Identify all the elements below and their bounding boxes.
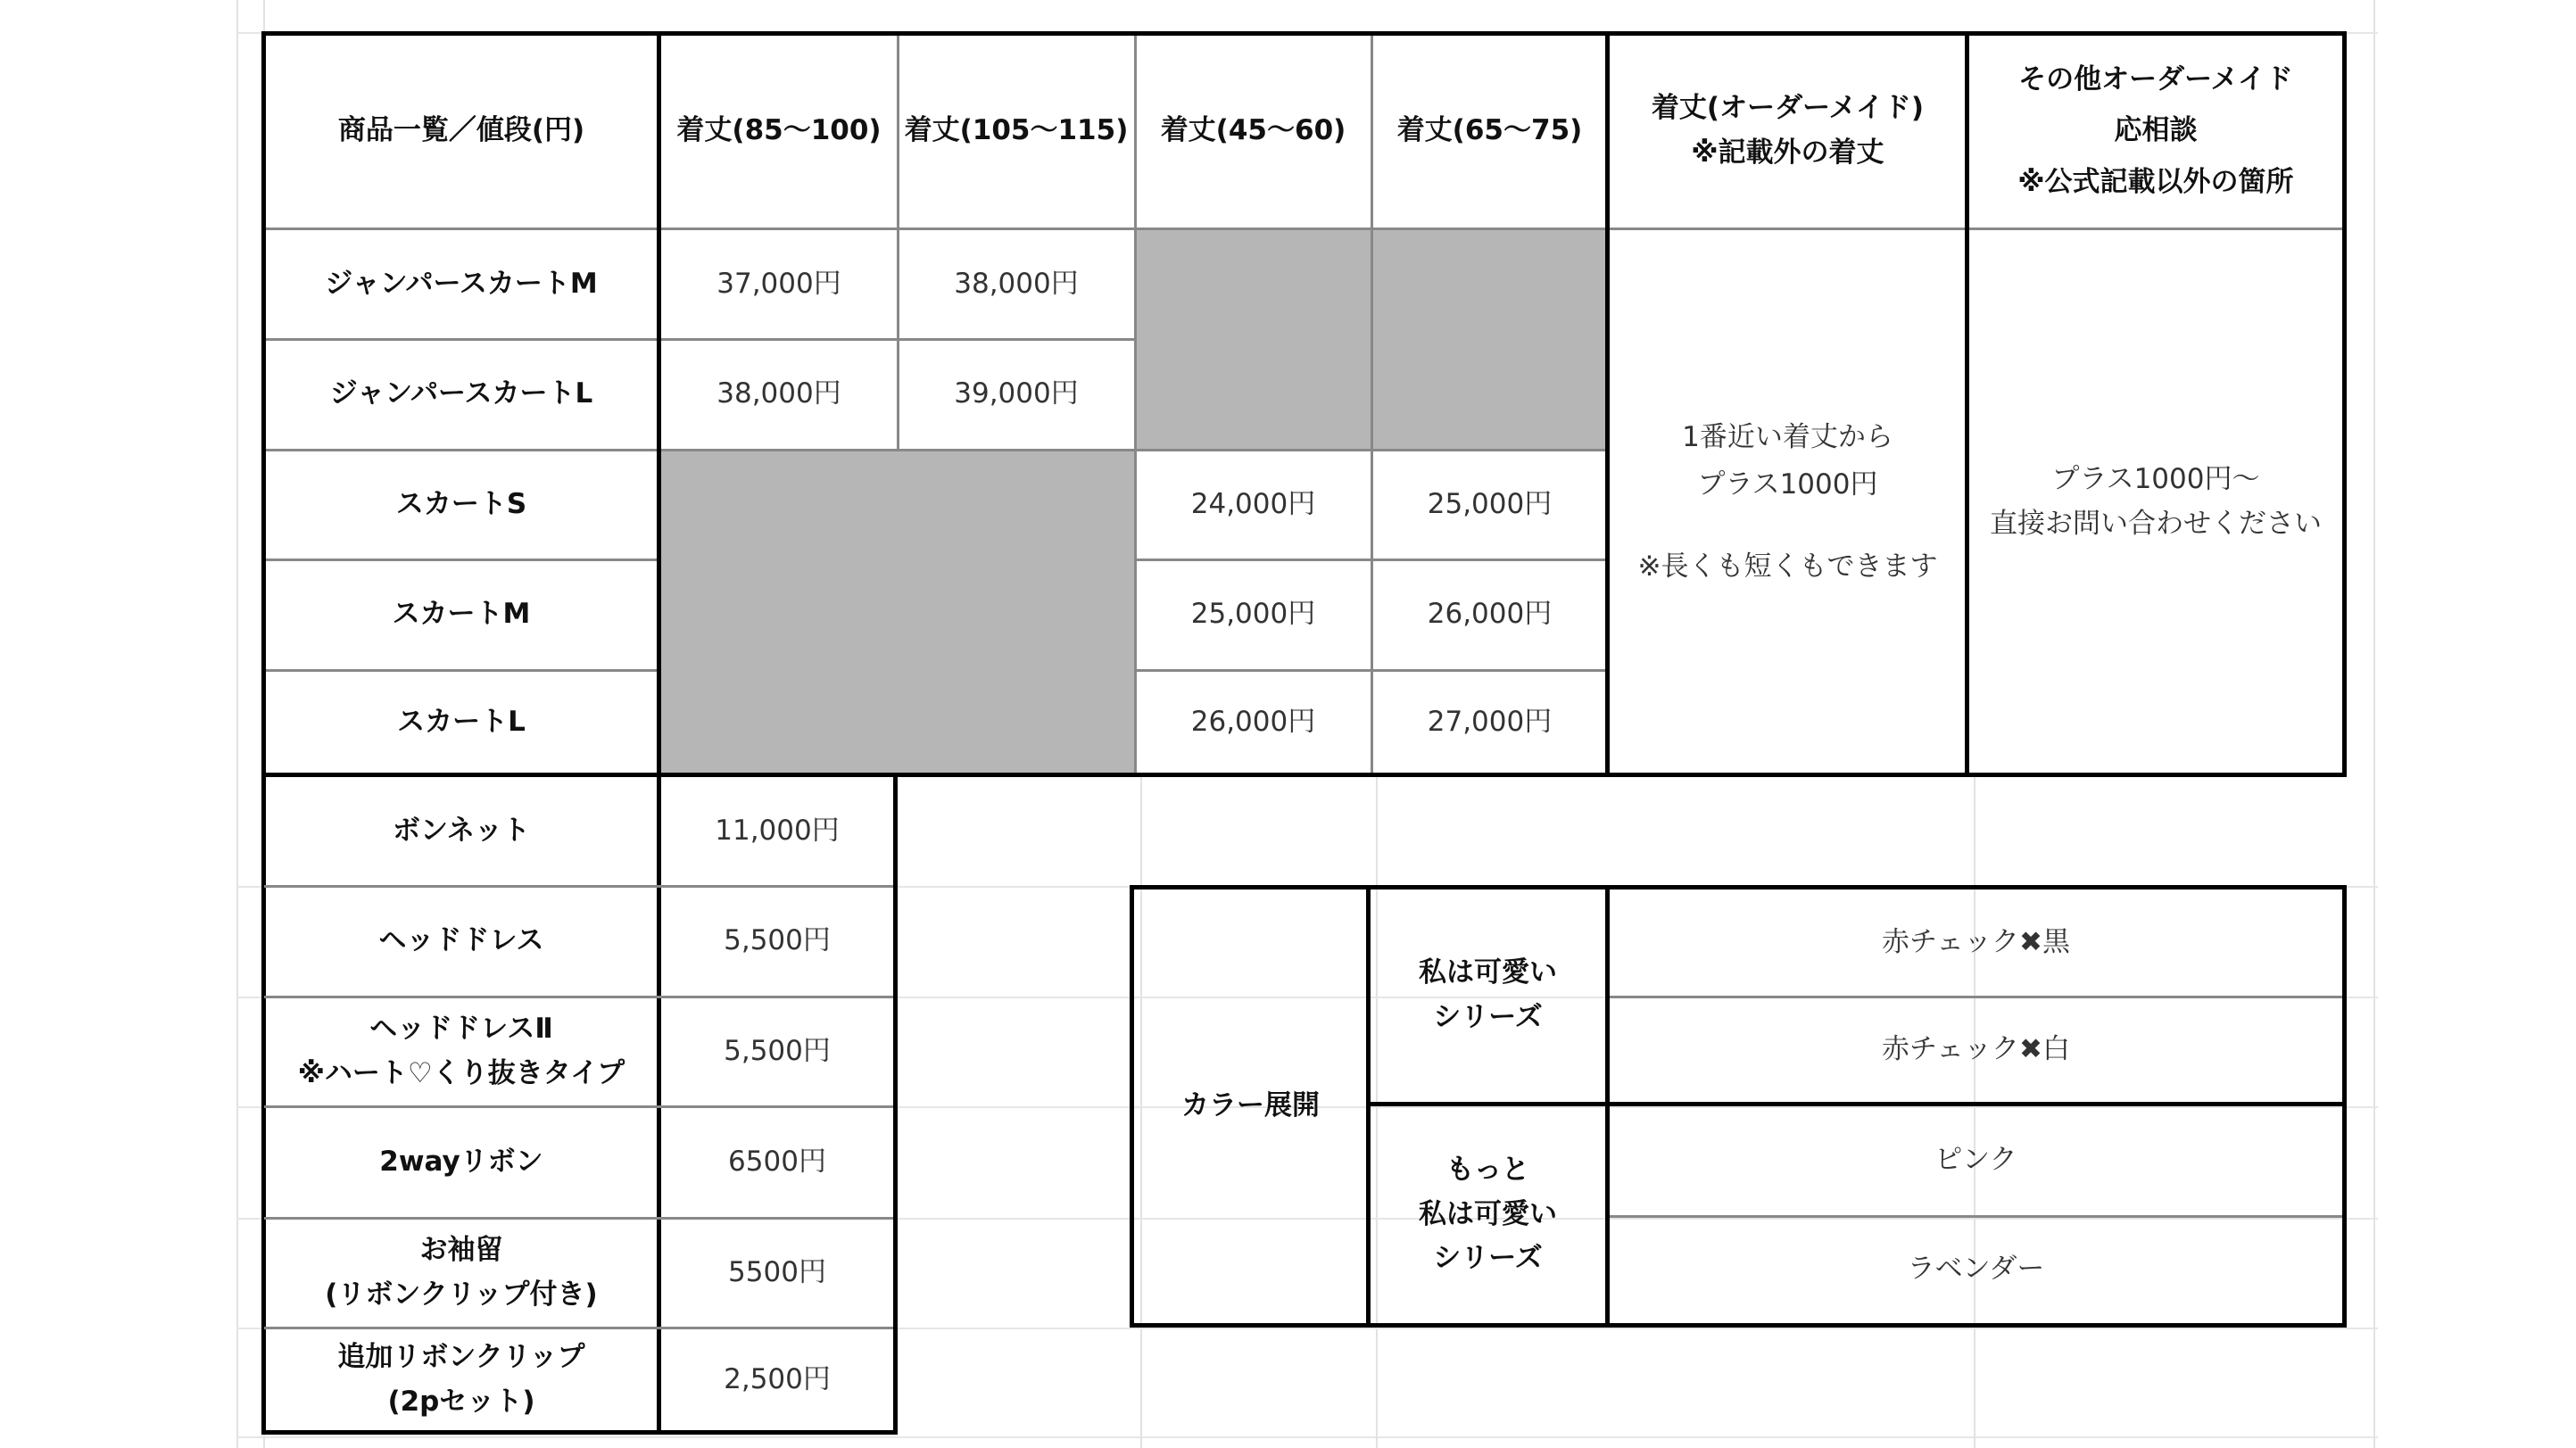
accessory-price: 2,500円 [724,1363,831,1396]
color-item: 赤チェック✖︎黒 [1881,925,2071,958]
header-custom-length-line2: ※記載外の着丈 [1691,137,1884,169]
accessory-name-line: ヘッドドレスⅡ [369,1013,553,1046]
accessory-price: 11,000円 [715,815,840,848]
accessory-price: 5,500円 [724,924,831,957]
accessory-name-line: 追加リボンクリップ [337,1341,585,1374]
color-item: 赤チェック✖︎白 [1881,1032,2071,1065]
color-series-name-line: 私は可愛い [1419,1197,1557,1230]
accessory-name-line: (リボンクリップ付き) [325,1278,598,1311]
accessory-name [264,1219,658,1328]
accessory-name-line: ※ハート♡くり抜きタイプ [297,1057,625,1089]
color-series-name-line: もっと [1446,1154,1529,1187]
custom-length-note-line1: 1番近い着丈から [1682,420,1893,453]
price-cell: 39,000円 [954,377,1079,410]
table-line [264,228,2344,230]
accessory-name-line: ヘッドドレス [378,924,544,957]
table-border [1965,31,1969,777]
other-custom-note-line2: 直接お問い合わせください [1990,508,2322,540]
header-other-custom-line3: ※公式記載以外の箇所 [2017,165,2294,198]
table-border [1366,1102,2347,1106]
product-name: ジャンパースカートL [329,377,593,410]
unavailable-block-skirts [660,450,1135,775]
accessory-name [264,1107,658,1217]
table-line [1134,34,1137,775]
color-label: カラー展開 [1181,1089,1320,1122]
accessory-price: 5,500円 [724,1035,831,1068]
accessory-name [264,887,658,996]
accessory-name-line: 2wayリボン [379,1145,543,1178]
table-border [1605,885,1610,1328]
header-other-custom-line2: 応相談 [2114,114,2198,147]
header-length-45-60: 着丈(45〜60) [1160,114,1346,147]
accessory-price: 6500円 [728,1145,826,1178]
table-border [1366,885,1371,1328]
table-border [1130,885,1134,1328]
accessory-price: 5500円 [728,1256,826,1289]
table-line [1610,996,2342,998]
price-cell: 27,000円 [1427,706,1553,739]
color-series-name-line: 私は可愛い [1419,956,1557,989]
table-line [264,449,1608,451]
table-border [2342,31,2347,777]
table-line [264,1105,894,1108]
table-line [1610,1215,2342,1218]
price-cell: 26,000円 [1190,706,1316,739]
custom-length-note [1608,229,1967,775]
table-line [264,338,1135,341]
table-line [897,34,899,450]
table-line [264,885,894,888]
accessory-name [264,777,658,886]
product-name: ジャンパースカートM [325,267,598,300]
table-border [1130,885,2347,889]
price-cell: 37,000円 [716,267,841,300]
accessory-name-line: ボンネット [392,815,531,848]
accessory-name [264,1328,658,1432]
header-other-custom [1967,34,2344,228]
table-line [1371,34,1373,775]
price-cell: 25,000円 [1427,487,1553,520]
color-series-name [1371,889,1605,1102]
table-border [2342,885,2347,1328]
product-name: スカートL [397,706,526,739]
custom-length-note-line3: ※長くも短くもできます [1637,550,1938,583]
table-line [264,669,660,672]
table-border [893,773,898,1434]
table-border [261,1430,898,1435]
price-cell: 25,000円 [1190,598,1316,631]
color-item: ピンク [1934,1143,2017,1176]
grid-line [236,1436,2378,1438]
color-series-name [1371,1106,1605,1323]
table-line [264,1327,894,1329]
color-series-name-line: シリーズ [1433,1242,1543,1275]
header-other-custom-line1: その他オーダーメイド [2018,62,2293,95]
grid-line [236,0,238,1448]
product-name: スカートM [392,598,531,631]
price-cell: 38,000円 [954,267,1079,300]
header-custom-length-line1: 着丈(オーダーメイド) [1651,92,1925,125]
color-series-name-line: シリーズ [1433,1001,1543,1033]
header-length-105-115: 着丈(105〜115) [904,114,1129,147]
header-custom-length [1608,34,1967,228]
price-cell: 38,000円 [716,377,841,410]
table-line [264,996,894,998]
table-border [1605,31,1610,777]
custom-length-note-line2: プラス1000円 [1697,467,1878,501]
accessory-name-line: お袖留 [419,1234,503,1267]
other-custom-note [1967,229,2344,775]
header-length-85-100: 着丈(85〜100) [676,114,882,147]
other-custom-note-line1: プラス1000円〜 [2051,463,2260,496]
product-name: スカートS [395,487,527,520]
table-border [261,31,2347,36]
color-item: ラベンダー [1907,1253,2045,1286]
table-line [264,559,660,561]
accessory-name [264,997,658,1106]
header-product: 商品一覧／値段(円) [337,114,585,147]
table-line [264,1217,894,1220]
price-cell: 26,000円 [1427,598,1553,631]
price-cell: 24,000円 [1190,487,1316,520]
header-length-65-75: 着丈(65〜75) [1396,114,1583,147]
accessory-name-line: (2pセット) [387,1386,535,1418]
table-border [1130,1323,2347,1328]
grid-line [2373,0,2375,1448]
